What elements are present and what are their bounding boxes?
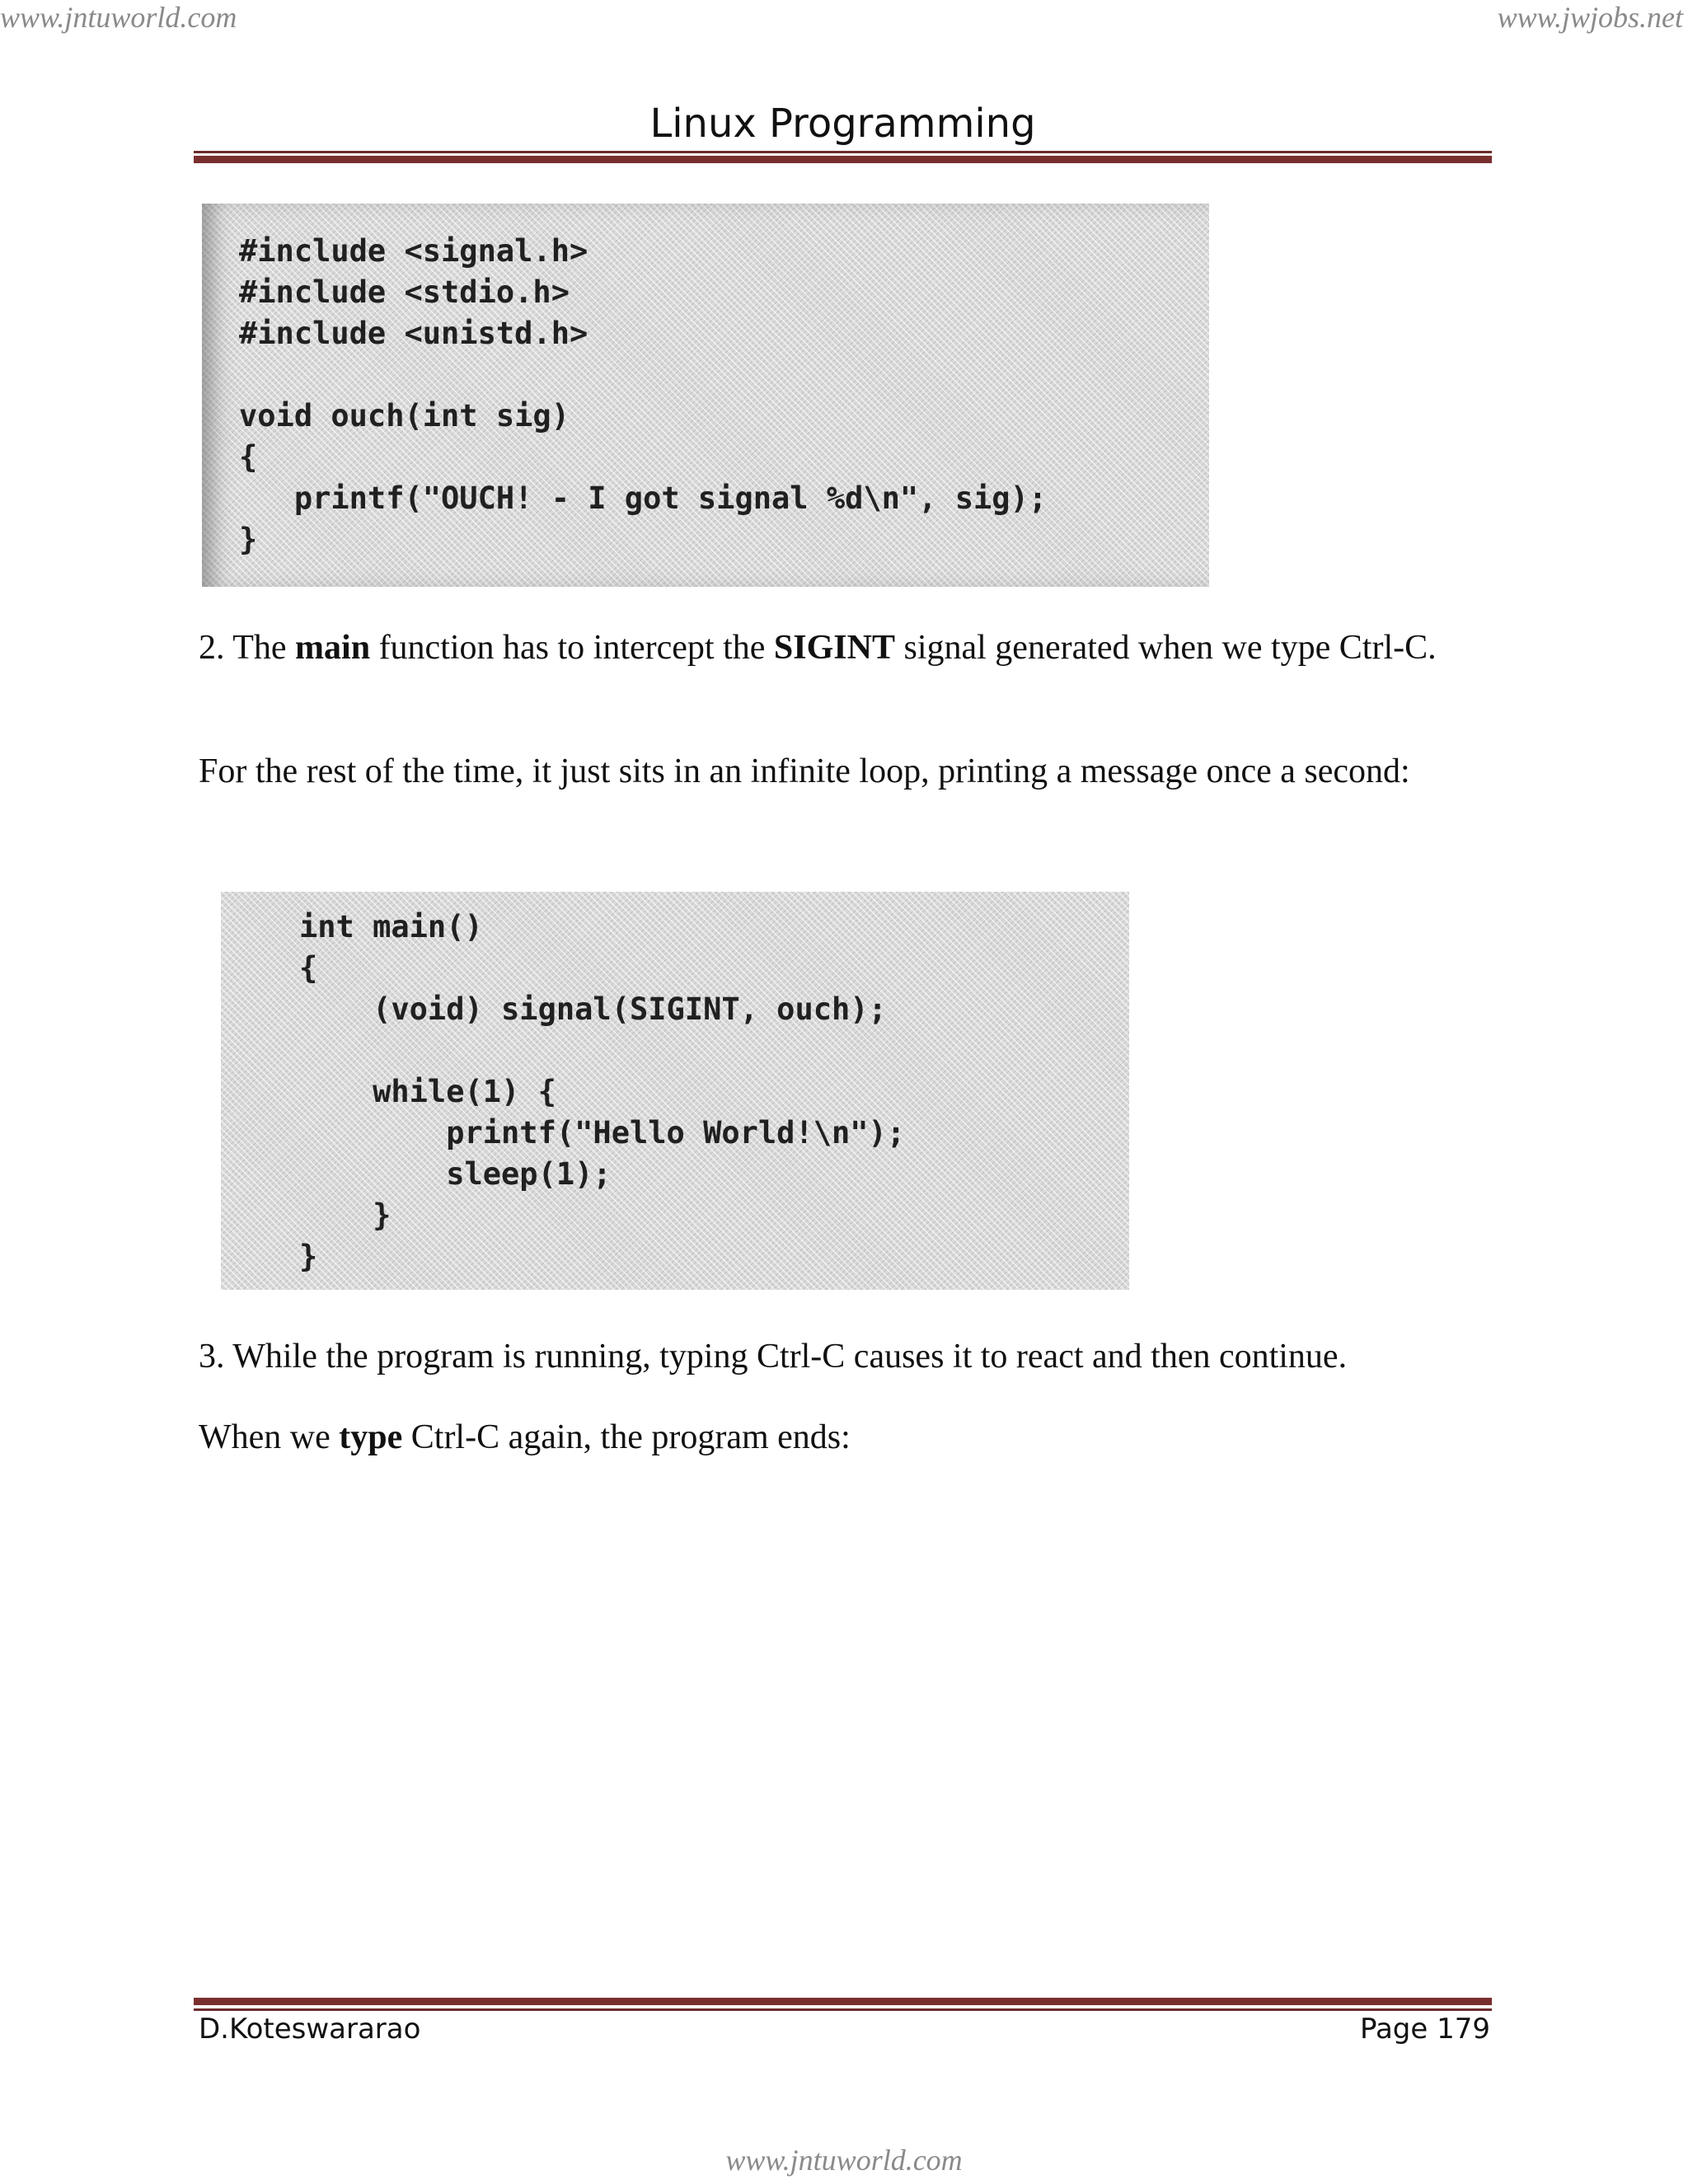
text: signal generated when we type Ctrl-C.	[894, 629, 1437, 667]
paragraph-infinite-loop: For the rest of the time, it just sits in an infinite loop, printing a message once a second:	[199, 752, 1410, 790]
footer-rule-thick	[194, 1998, 1492, 2005]
code-line: #include <stdio.h>	[239, 274, 570, 310]
paragraph-main-intercept	[199, 626, 1484, 669]
code-line: while(1) {	[299, 1074, 556, 1109]
watermark-top-left: www.jntuworld.com	[0, 1, 237, 34]
text: Ctrl-C again, the program ends:	[402, 1418, 851, 1456]
page-title: Linux Programming	[649, 101, 1036, 147]
code-line: }	[299, 1239, 318, 1274]
code-line: }	[299, 1197, 392, 1233]
bold-text-type: type	[339, 1418, 403, 1456]
footer-author: D.Koteswararao	[199, 2013, 421, 2046]
code-line	[239, 354, 1209, 396]
code-line: sleep(1);	[299, 1156, 612, 1192]
code-line: #include <signal.h>	[239, 233, 588, 269]
code-line: int main()	[299, 909, 483, 944]
code-line: void ouch(int sig)	[239, 398, 570, 434]
watermark-bottom: www.jntuworld.com	[725, 2144, 963, 2177]
code-line: printf("OUCH! - I got signal %d\n", sig);	[239, 480, 1048, 516]
bold-text-sigint: SIGINT	[773, 629, 895, 667]
code-line: (void) signal(SIGINT, ouch);	[299, 991, 887, 1027]
header-rule-thin	[194, 151, 1492, 153]
code-line	[299, 1030, 1129, 1071]
code-line: printf("Hello World!\n");	[299, 1115, 906, 1151]
footer-page-number: Page 179	[1359, 2013, 1490, 2046]
paragraph-program-ends	[199, 1416, 1484, 1459]
text: 2. The	[199, 629, 296, 667]
code-line: }	[239, 522, 258, 557]
bold-text-main: main	[295, 629, 371, 667]
watermark-top-right: www.jwjobs.net	[1497, 1, 1683, 34]
code-block-main	[221, 892, 1129, 1290]
text: function has to intercept the	[370, 629, 774, 667]
text: When we	[199, 1418, 340, 1456]
code-line: {	[239, 439, 258, 475]
code-line: {	[299, 950, 318, 986]
header-rule-thick	[194, 156, 1492, 163]
paragraph-program-running: 3. While the program is running, typing Ctrl-C causes it to react and then continue.	[199, 1338, 1348, 1376]
code-block-ouch	[202, 204, 1209, 587]
code-line: #include <unistd.h>	[239, 316, 588, 351]
footer-rule-thin	[194, 2008, 1492, 2011]
